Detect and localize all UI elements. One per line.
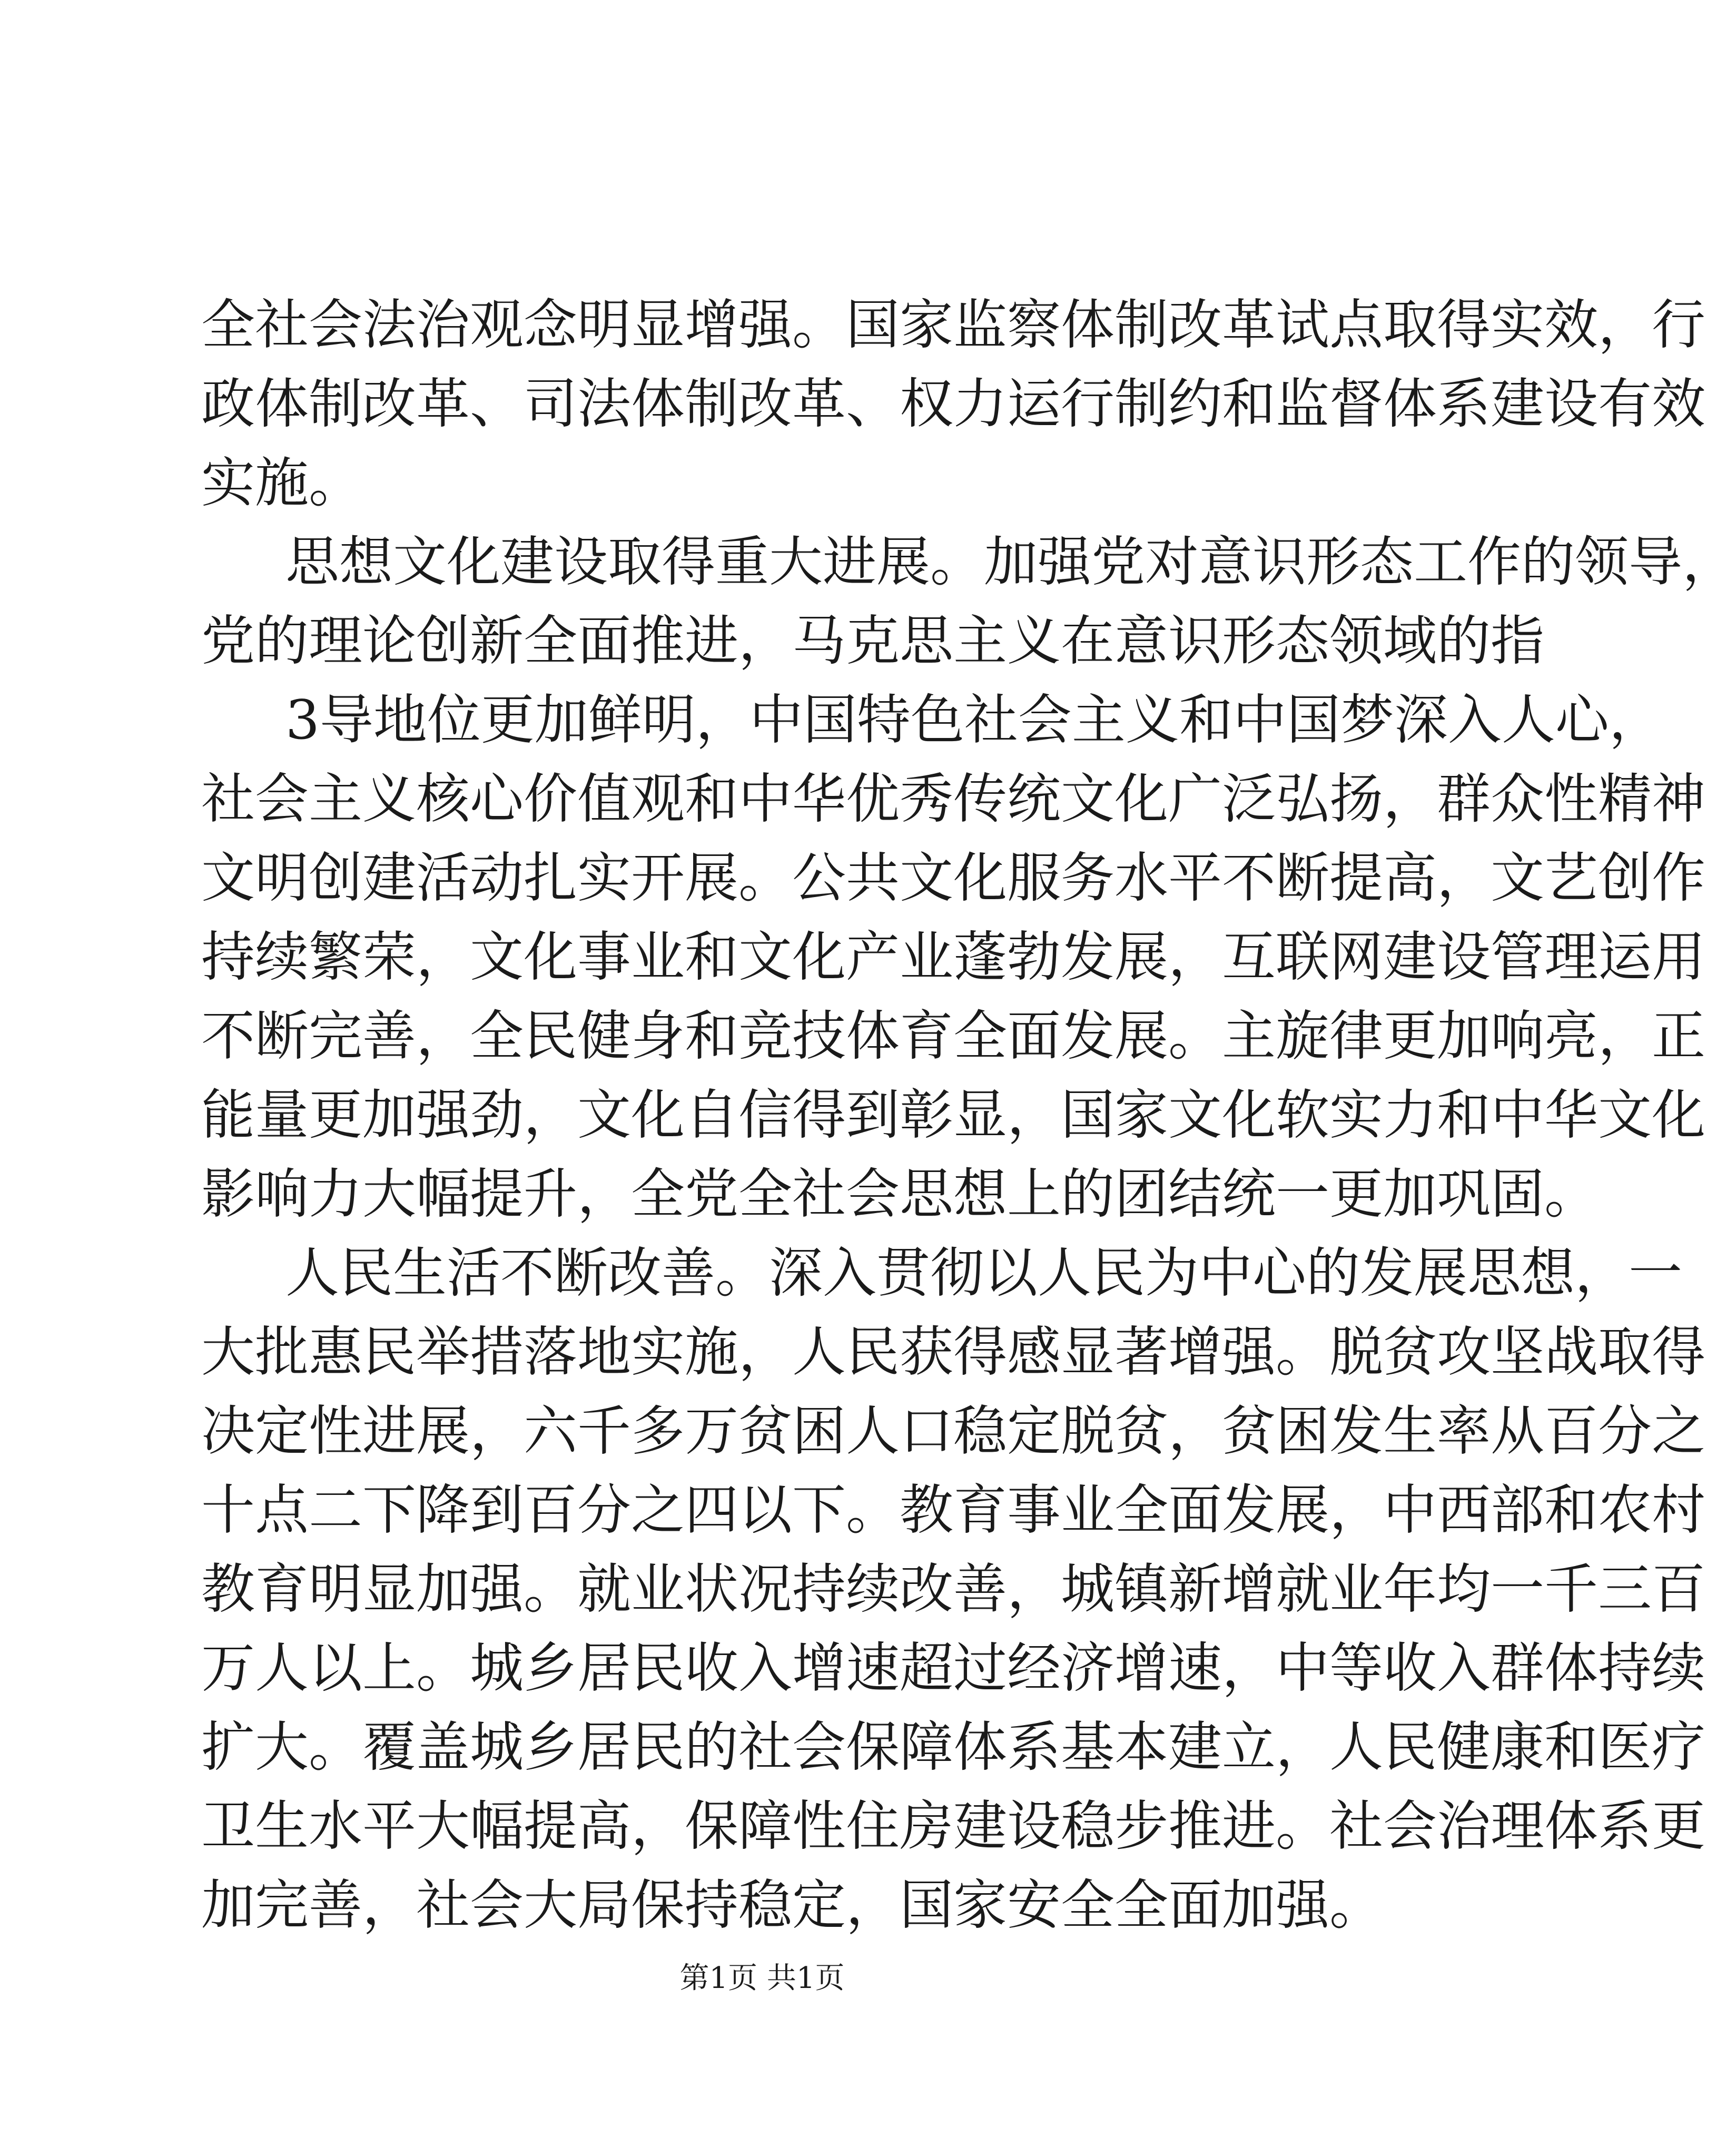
text-line: 社会主义核心价值观和中华优秀传统文化广泛弘扬，群众性精神 bbox=[201, 768, 1705, 831]
text-line: 扩大。覆盖城乡居民的社会保障体系基本建立，人民健康和医疗 bbox=[201, 1716, 1705, 1779]
text-line: 卫生水平大幅提高，保障性住房建设稳步推进。社会治理体系更 bbox=[201, 1795, 1705, 1858]
text-line: 决定性进展，六千多万贫困人口稳定脱贫，贫困发生率从百分之 bbox=[201, 1400, 1705, 1463]
text-line: 能量更加强劲，文化自信得到彰显，国家文化软实力和中华文化 bbox=[201, 1084, 1705, 1147]
text-line: 万人以上。城乡居民收入增速超过经济增速，中等收入群体持续 bbox=[201, 1637, 1705, 1700]
text-line: 政体制改革、司法体制改革、权力运行制约和监督体系建设有效 bbox=[201, 373, 1705, 436]
text-line: 不断完善，全民健身和竞技体育全面发展。主旋律更加响亮，正 bbox=[201, 1005, 1705, 1068]
text-line: 影响力大幅提升，全党全社会思想上的团结统一更加巩固。 bbox=[201, 1163, 1598, 1226]
paragraph-start-line: 思想文化建设取得重大进展。加强党对意识形态工作的领导， bbox=[285, 531, 1736, 594]
text-line: 党的理论创新全面推进，马克思主义在意识形态领域的指 bbox=[201, 610, 1544, 673]
paragraph-start-line: 3导地位更加鲜明，中国特色社会主义和中国梦深入人心， bbox=[285, 689, 1663, 752]
text-line: 十点二下降到百分之四以下。教育事业全面发展，中西部和农村 bbox=[201, 1479, 1705, 1542]
text-line: 大批惠民举措落地实施，人民获得感显著增强。脱贫攻坚战取得 bbox=[201, 1321, 1705, 1384]
text-line: 全社会法治观念明显增强。国家监察体制改革试点取得实效，行 bbox=[201, 294, 1705, 357]
text-line: 实施。 bbox=[201, 452, 362, 515]
page-number-footer: 第1页 共1页 bbox=[679, 1961, 845, 1995]
text-line: 文明创建活动扎实开展。公共文化服务水平不断提高，文艺创作 bbox=[201, 847, 1705, 910]
paragraph-start-line: 人民生活不断改善。深入贯彻以人民为中心的发展思想，一 bbox=[285, 1242, 1682, 1305]
text-line: 教育明显加强。就业状况持续改善，城镇新增就业年均一千三百 bbox=[201, 1558, 1705, 1621]
text-line: 加完善，社会大局保持稳定，国家安全全面加强。 bbox=[201, 1874, 1383, 1937]
text-line: 持续繁荣，文化事业和文化产业蓬勃发展，互联网建设管理运用 bbox=[201, 926, 1705, 989]
